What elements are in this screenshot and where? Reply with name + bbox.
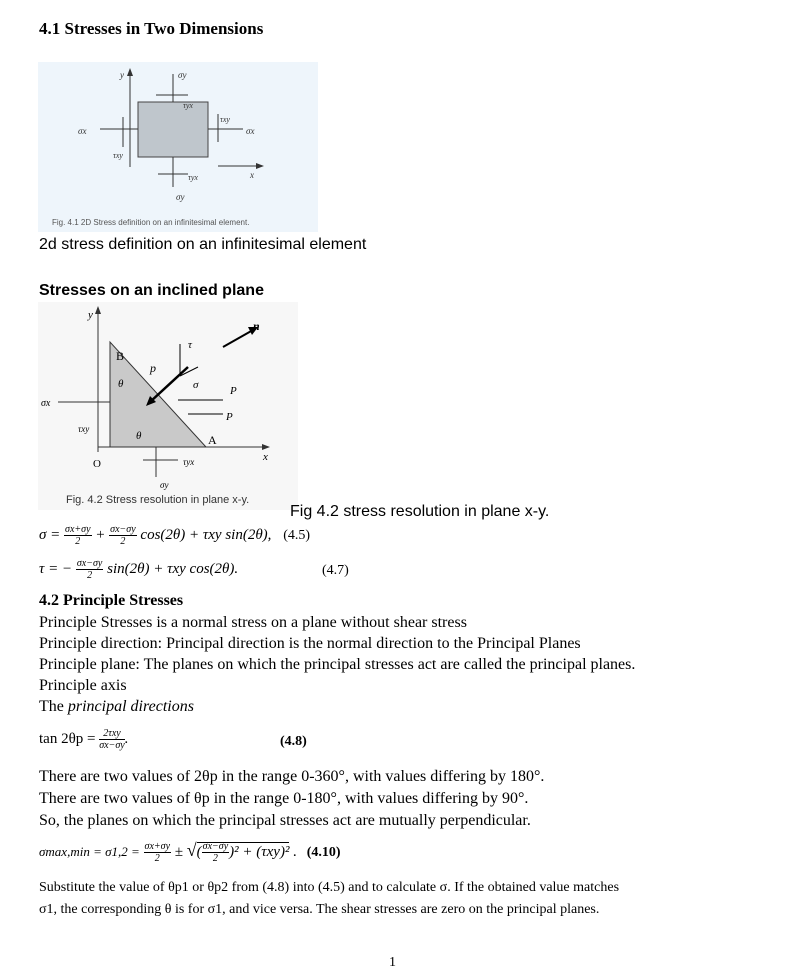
sigma-x-left-2: σx [41,398,51,409]
eq45-plus: + [95,526,106,543]
tau-xy-left-2: τxy [78,424,90,434]
tau-xy-right: τxy [220,115,230,124]
eq45-frac2-num: σx−σy [110,524,136,535]
eq47-rest: sin(2θ) + τxy cos(2θ). [107,560,239,577]
sigma-label: σ [193,379,199,391]
tau-yx-top: τyx [183,101,193,110]
principle-line-1: Principle Stresses is a normal stress on a plane without shear stress [39,614,467,631]
equation-4-10 [39,840,341,864]
eq410-frac-den: 2 [154,853,160,865]
eq48-frac-num: 2τxy [99,728,125,740]
eq45-frac1-den: 2 [75,536,81,547]
fig1-small-caption: Fig. 4.1 2D Stress definition on an infinitesimal element. [52,218,250,227]
eq48-dot: . [124,730,129,747]
eq45-rest: cos(2θ) + τxy sin(2θ), [140,526,272,543]
values-line-2: There are two values of θp in the range 0-180°, with values differing by 90°. [39,790,529,807]
substitute-line-1: Substitute the value of θp1 or θp2 from (4.8) into (4.5) and to calculate σ. If the obtained value matches [39,880,620,895]
eq47-number: (4.7) [322,563,349,578]
tau-yx-bottom-2: τyx [183,457,195,467]
eq45-frac1-num: σx+σy [65,524,91,535]
x-axis-label-2: x [263,451,268,463]
eq45-frac2-den: 2 [120,536,126,547]
sigma-x-left: σx [78,126,87,136]
eq47-frac-num: σx−σy [76,558,103,569]
stress-element-diagram [38,62,318,232]
eq48-lhs: tan 2θp = [39,730,96,747]
fig1-caption: 2d stress definition on an infinitesimal element [39,236,367,253]
theta-top: θ [118,378,124,390]
sigma-x-right: σx [246,126,255,136]
eq410-root-frac-den: 2 [212,853,218,865]
principle-line-4: Principle axis [39,677,127,694]
x-axis-label: x [250,170,254,180]
equation-4-5 [39,524,310,547]
eq48-frac-den: σx−σy [99,740,125,751]
eq410-frac-num: σx+σy [144,841,171,853]
sigma-y-top: σy [178,70,187,80]
y-axis-label-2: y [88,309,93,321]
tau-label: τ [188,339,192,351]
eq410-root-frac-num: σx−σy [202,841,229,853]
px-label: P [226,411,233,423]
point-b-label: B [116,349,125,363]
inclined-plane-title: Stresses on an inclined plane [39,282,264,299]
section-title-principle-stresses: 4.2 Principle Stresses [39,592,184,609]
inclined-plane-diagram [38,302,298,510]
eq410-plusminus: ± [174,844,184,860]
eq410-root-rest: )² + (τxy)² [229,844,290,860]
figure-inclined-plane [38,302,298,510]
directions-prefix: The [39,698,68,715]
eq45-number: (4.5) [283,527,311,543]
figure-2d-stress-element [38,62,318,232]
eq410-number: (4.10) [306,845,341,860]
equation-4-8 [39,728,128,751]
py-label: P [230,385,237,397]
sigma-y-bottom-2: σy [160,480,169,490]
eq47-frac-den: 2 [87,570,93,581]
values-line-3: So, the planes on which the principal stresses act are mutually perpendicular. [39,812,531,829]
equation-4-7 [39,558,238,581]
sigma-y-bottom: σy [176,192,185,202]
sqrt-sign: √ [186,840,197,860]
point-a-label: A [208,433,217,447]
page-number: 1 [389,955,396,970]
eq48-number: (4.8) [280,734,307,749]
eq410-lhs: σmax,min = σ1,2 = [39,844,140,859]
origin-label: O [93,458,101,470]
fig2-small-caption: Fig. 4.2 Stress resolution in plane x-y. [66,494,250,506]
tau-yx-bottom: τyx [188,173,198,182]
directions-italic: principal directions [67,698,194,715]
fig2-caption: Fig 4.2 stress resolution in plane x-y. [290,503,550,520]
p-label: p [150,361,156,375]
section-title-stresses-2d: 4.1 Stresses in Two Dimensions [39,19,264,38]
substitute-line-2: σ1, the corresponding θ is for σ1, and vice versa. The shear stresses are zero on the principal planes. [39,902,600,917]
principal-directions-line [39,698,194,716]
normal-n-label: n [253,319,260,333]
tau-xy-left: τxy [113,151,123,160]
theta-bottom: θ [136,430,142,442]
eq410-dot: . [293,844,297,860]
eq45-lhs: σ = [39,526,61,543]
y-axis-label: y [120,70,124,80]
principle-line-3: Principle plane: The planes on which the principal stresses act are called the principal planes. [39,656,636,673]
values-line-1: There are two values of 2θp in the range 0-360°, with values differing by 180°. [39,768,545,785]
eq47-lhs: τ = − [39,560,73,577]
sqrt-body: ( $\frac{\sigma x-\sigma y}{2}$ )² + (τxy)² [196,841,290,865]
principle-line-2: Principle direction: Principal direction is the normal direction to the Principal Planes [39,635,581,652]
